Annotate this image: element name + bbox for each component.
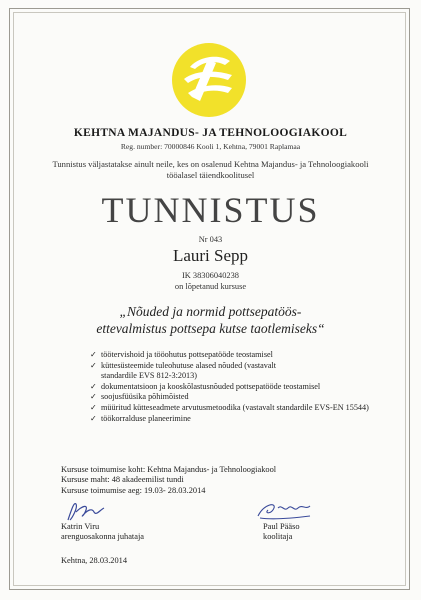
- course-title: [0, 303, 421, 337]
- certificate-number: Nr 043: [198, 235, 223, 244]
- topic-item: ✓ müüritud kütteseadmete arvutusmetoodika (vastavalt standardile EVS-EN 15544): [90, 402, 369, 412]
- checkmark-icon: ✓: [90, 392, 97, 402]
- topic-item: ✓ dokumentatsioon ja kooskõlastusnõuded pottsepatööde teostamisel: [90, 381, 321, 391]
- issuance-note-line: tööalasel täiendkoolitusel: [166, 170, 255, 180]
- topic-item: ✓ töökorralduse planeerimine: [90, 413, 191, 423]
- topic-item: ✓ küttesüsteemide tuleohutuse alased nõuded (vastavalt: [90, 360, 277, 370]
- issuance-note-line: Tunnistus väljastatakse ainult neile, kes on osalenud Kehtna Majandus- ja Tehnoloogiakooli: [52, 159, 369, 169]
- signature-left: [62, 498, 108, 524]
- signatory-role: arenguosakonna juhataja: [61, 532, 145, 542]
- course-time: Kursuse toimumise aeg: 19.03- 28.03.2014: [61, 485, 206, 495]
- signatory-name: Paul Pääso: [263, 522, 300, 531]
- course-volume: Kursuse maht: 48 akadeemilist tundi: [61, 475, 184, 485]
- signature-right: [254, 498, 314, 522]
- recipient-id-code: IK 38306040238: [182, 271, 239, 280]
- course-title-line: „Nõuded ja normid pottsepatöös-: [119, 304, 302, 319]
- completion-statement: on lõpetanud kursuse: [174, 282, 247, 291]
- topic-item: ✓ soojusfüüsika põhimõisted: [90, 392, 189, 402]
- topic-item: ✓ töötervishoid ja tööohutus pottsepatööde teostamisel: [90, 350, 273, 359]
- topic-item-continuation: standardile EVS 812-3:2013): [101, 371, 197, 381]
- checkmark-icon: ✓: [90, 381, 97, 391]
- signatory-name: Katrin Viru: [61, 522, 100, 531]
- signatory-role: koolitaja: [263, 532, 293, 542]
- school-logo: [170, 41, 248, 119]
- course-title-line: ettevalmistus pottsepa kutse taotlemiseks“: [96, 321, 325, 336]
- course-location: Kursuse toimumise koht: Kehtna Majandus- ja Tehnoloogiakool: [61, 465, 277, 474]
- issuance-note: [0, 159, 421, 181]
- school-registration: Reg. number: 70000846 Kooli 1, Kehtna, 79001 Raplamaa: [120, 142, 301, 151]
- course-info: [61, 465, 276, 496]
- signatory-right: [263, 522, 300, 542]
- issue-date: Kehtna, 28.03.2014: [61, 556, 128, 565]
- checkmark-icon: ✓: [90, 360, 97, 370]
- checkmark-icon: ✓: [90, 413, 97, 423]
- recipient-name: Lauri Sepp: [172, 246, 249, 265]
- signatory-left: [61, 522, 144, 542]
- checkmark-icon: ✓: [90, 350, 97, 359]
- document-title: TUNNISTUS: [101, 190, 320, 230]
- school-name: KEHTNA MAJANDUS- JA TEHNOLOOGIAKOOL: [73, 127, 348, 139]
- checkmark-icon: ✓: [90, 402, 97, 412]
- topic-list: [90, 350, 390, 424]
